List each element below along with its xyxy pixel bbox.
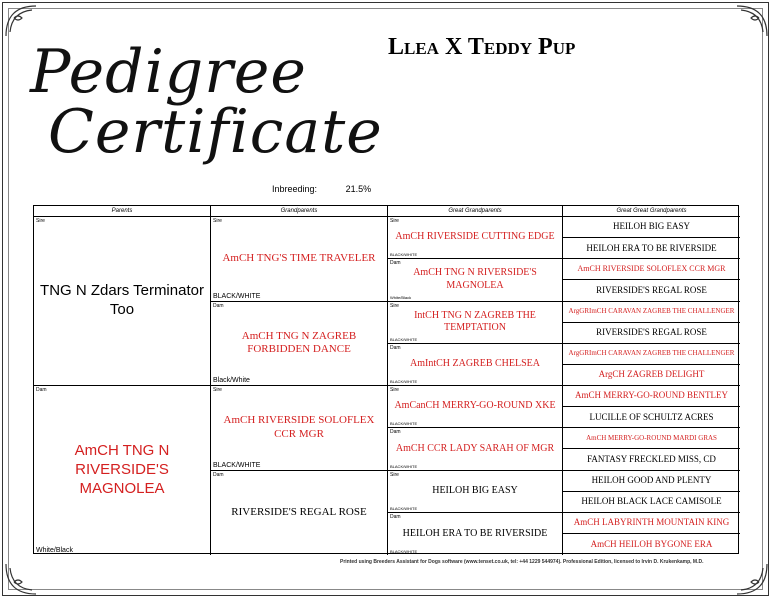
sex-label: Sire [390,218,399,224]
coat-color: White/Black [36,547,73,554]
great-great-grandparent-cell [563,280,740,301]
great-great-grandparent-cell [563,449,740,470]
great-great-grandparent-cell [563,471,740,492]
grandparent-name: AmCH RIVERSIDE SOLOFLEX CCR MGR [223,414,375,440]
great-great-grandparent-name: HEILOH ERA TO BE RIVERSIDE [586,242,717,253]
sex-label: Sire [36,218,45,224]
sex-label: Dam [390,513,401,520]
dam-cell [34,386,211,555]
inbreeding-row [272,184,371,194]
coat-color: BLACK/WHITE [390,463,418,469]
coat-color: BLACK/WHITE [390,421,418,427]
great-grandparent-cell [388,344,563,386]
column-header: Great Grandparents [388,206,563,217]
inbreeding-label: Inbreeding: [272,184,318,194]
great-great-grandparent-name: AmCH MERRY-GO-ROUND MARDI GRAS [586,433,717,442]
coat-color: BLACK/WHITE [390,336,418,342]
grandparent-cell [211,386,388,471]
sex-label: Sire [213,387,222,393]
dam-name: AmCH TNG N RIVERSIDE'S MAGNOLEA [74,442,170,497]
great-grandparent-name: HEILOH ERA TO BE RIVERSIDE [402,527,548,539]
great-great-grandparent-name: RIVERSIDE'S REGAL ROSE [596,284,707,295]
great-grandparent-name: HEILOH BIG EASY [432,484,518,496]
great-great-grandparent-cell [563,407,740,428]
sex-label: Sire [390,471,399,478]
sex-label: Dam [390,260,401,267]
great-great-grandparent-cell [563,344,740,365]
great-great-grandparent-name: HEILOH BLACK LACE CAMISOLE [581,496,722,507]
great-great-grandparent-name: AmCH LABYRINTH MOUNTAIN KING [573,517,730,528]
great-great-grandparent-cell [563,365,740,386]
great-great-grandparent-name: FANTASY FRECKLED MISS, CD [587,453,716,464]
great-grandparent-cell [388,428,563,470]
great-grandparent-name: AmCanCH MERRY-GO-ROUND XKE [394,400,556,412]
sex-label: Dam [390,344,401,351]
coat-color: BLACK/WHITE [213,461,261,469]
great-great-grandparent-cell [563,513,740,534]
great-great-grandparent-name: AmCH RIVERSIDE SOLOFLEX CCR MGR [577,264,726,274]
great-grandparent-cell [388,471,563,513]
great-great-grandparent-cell [563,428,740,449]
great-great-grandparent-name: HEILOH GOOD AND PLENTY [591,474,712,485]
great-great-grandparent-cell [563,302,740,323]
corner-ornament-bottom-right [735,562,769,596]
great-great-grandparent-cell [563,259,740,280]
coat-color: BLACK/WHITE [390,549,418,554]
corner-ornament-top-right [735,4,769,38]
sire-cell [34,217,211,386]
grandparent-cell [211,471,388,556]
great-great-grandparent-cell [563,492,740,513]
grandparent-name: AmCH TNG N ZAGREB FORBIDDEN DANCE [241,329,357,356]
great-grandparent-cell [388,302,563,344]
coat-color: BLACK/WHITE [390,379,418,384]
sex-label: Dam [390,429,401,436]
coat-color: White/Black [390,294,412,300]
grandparent-name: AmCH TNG'S TIME TRAVELER [222,251,376,264]
great-grandparent-cell [388,259,563,301]
column-header: Great Great Grandparents [563,206,740,217]
great-great-grandparent-name: ArgCH ZAGREB DELIGHT [598,369,705,380]
coat-color: Black/White [213,377,250,384]
corner-ornament-bottom-left [4,562,38,596]
great-great-grandparent-cell [563,534,740,555]
great-great-grandparent-cell [563,386,740,407]
great-grandparent-name: AmCH CCR LADY SARAH OF MGR [395,442,555,454]
inbreeding-value: 21.5% [345,184,372,194]
sire-name: TNG N Zdars Terminator Too [40,282,204,318]
great-great-grandparent-name: AmCH HEILOH BYGONE ERA [590,538,713,549]
sex-label: Dam [36,387,47,393]
footer-credit: Printed using Breeders Assistant for Dogs software (www.tenset.co.uk, tel: +44 1229 544974). Professional Edition, licensed to Irvin D. Krukenkamp, M.D. [340,559,704,565]
great-great-grandparent-name: HEILOH BIG EASY [613,221,690,232]
litter-title: Llea X Teddy Pup [388,34,576,60]
great-great-grandparent-name: ArgGRImCH CARAVAN ZAGREB THE CHALLENGER [568,307,735,316]
great-grandparent-cell [388,386,563,428]
column-header: Parents [34,206,211,217]
grandparent-cell [211,302,388,387]
great-grandparent-name: IntCH TNG N ZAGREB THE TEMPTATION [414,309,536,334]
great-great-grandparent-name: AmCH MERRY-GO-ROUND BENTLEY [575,390,728,401]
great-grandparent-cell [388,513,563,555]
certificate-title-line1: Pedigree [30,37,307,107]
great-grandparent-name: AmCH TNG N RIVERSIDE'S MAGNOLEA [413,267,537,291]
great-great-grandparent-cell [563,238,740,259]
coat-color: BLACK/WHITE [390,252,418,258]
sex-label: Sire [390,302,399,309]
certificate-title-line2: Certificate [48,97,383,167]
sex-label: Sire [390,387,399,393]
great-grandparent-name: AmCH RIVERSIDE CUTTING EDGE [395,231,555,243]
coat-color: BLACK/WHITE [213,292,261,300]
great-great-grandparent-name: LUCILLE OF SCHULTZ ACRES [589,411,714,422]
great-great-grandparent-name: RIVERSIDE'S REGAL ROSE [596,327,707,338]
pedigree-table [33,205,739,554]
great-great-grandparent-cell [563,217,740,238]
great-great-grandparent-name: ArgGRImCH CARAVAN ZAGREB THE CHALLENGER [568,349,735,358]
great-great-grandparent-cell [563,323,740,344]
sex-label: Dam [213,471,224,478]
sex-label: Dam [213,302,224,309]
coat-color: BLACK/WHITE [390,505,418,511]
column-header: Grandparents [211,206,388,217]
grandparent-name: RIVERSIDE'S REGAL ROSE [231,505,367,518]
grandparent-cell [211,217,388,302]
certificate-title [30,37,383,167]
great-grandparent-cell [388,217,563,259]
sex-label: Sire [213,218,222,224]
great-grandparent-name: AmIntCH ZAGREB CHELSEA [410,358,540,370]
corner-ornament-top-left [4,4,38,38]
